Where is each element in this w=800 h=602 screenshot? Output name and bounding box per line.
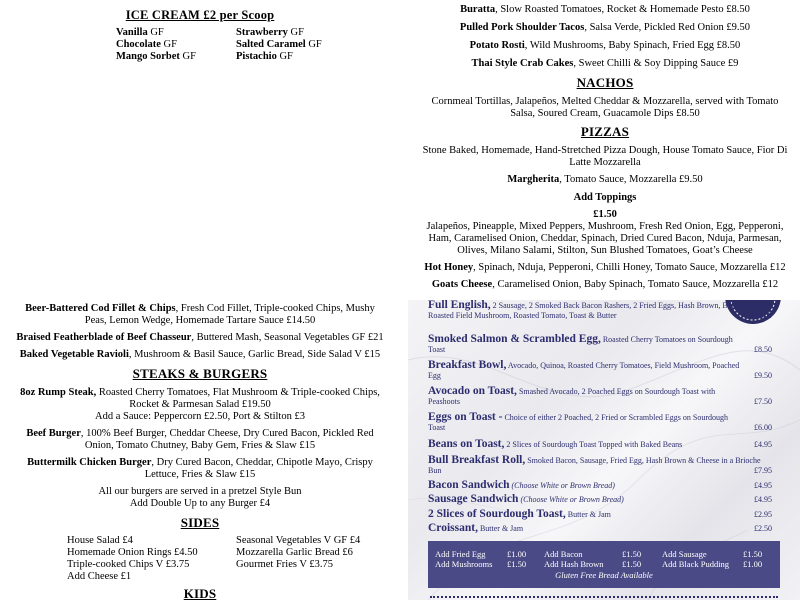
starter-item: Thai Style Crab Cakes, Sweet Chilli & Soy Dipping Sauce £9 (471, 58, 739, 69)
starter-item: Pulled Pork Shoulder Tacos, Salsa Verde, Pickled Red Onion £9.50 (459, 22, 751, 33)
breakfast-item: Croissant, Butter & Jam £2.50 (428, 522, 772, 534)
pizzas-title: PIZZAS (580, 124, 630, 139)
mains-section (0, 300, 400, 600)
steaks-burgers-title: STEAKS & BURGERS (132, 366, 268, 381)
goats-cheese-item: Goats Cheese, Caramelised Onion, Baby Spinach, Tomato Sauce, Mozzarella £12 (431, 279, 779, 290)
breakfast-item: Breakfast Bowl, Avocado, Quinoa, Roasted Cherry Tomatoes, Field Mushroom, Poached Egg £9.50 (428, 359, 772, 380)
flavour-item: Vanilla GF (116, 27, 164, 38)
main-item: Beer-Battered Cod Fillet & Chips, Fresh Cod Fillet, Triple-cooked Chips, Mushy Peas, Lemon Wedge, Homemade Tartare Sauce £14.50 (25, 303, 375, 326)
side-item: Homemade Onion Rings £4.50 (67, 547, 198, 558)
breakfast-item: Eggs on Toast - Choice of either 2 Poached, 2 Fried or Scrambled Eggs on Sourdough Toast £6.00 (428, 411, 772, 432)
sides-left-list (67, 535, 198, 583)
breakfast-extras-box (428, 541, 780, 588)
breakfast-item: Bull Breakfast Roll, Smoked Bacon, Sausage, Fried Egg, Hash Brown & Cheese in a Brioche Bun £7.95 (428, 454, 772, 475)
burger-note: All our burgers are served in a pretzel Style Bun (98, 486, 302, 497)
side-item: Gourmet Fries V £3.75 (236, 559, 334, 570)
extra-price: £1.50 (622, 549, 642, 559)
flavour-item: Strawberry GF (236, 27, 304, 38)
breakfast-item: Sausage Sandwich (Choose White or Brown Bread) £4.95 (428, 493, 772, 505)
breakfast-item: Beans on Toast, 2 Slices of Sourdough Toast Topped with Baked Beans £4.95 (428, 438, 772, 450)
extra-label: Add Sausage (662, 549, 707, 559)
breakfast-panel (408, 300, 800, 600)
extra-label: Add Fried Egg (435, 549, 486, 559)
ice-cream-right-list (236, 27, 322, 63)
extra-price: £1.50 (507, 559, 527, 569)
ice-cream-title: ICE CREAM £2 per Scoop (125, 8, 275, 22)
breakfast-item: 2 Slices of Sourdough Toast, Butter & Jam £2.95 (428, 508, 772, 520)
nachos-desc: Cornmeal Tortillas, Jalapeños, Melted Cheddar & Mozzarella, served with Tomato Salsa, Soured Cream, Guacamole Dips £8.50 (431, 96, 779, 119)
starter-item: Potato Rosti, Wild Mushrooms, Baby Spinach, Fried Egg £8.50 (469, 40, 741, 51)
side-item: Seasonal Vegetables V GF £4 (236, 535, 361, 546)
extra-price: £1.50 (622, 559, 642, 569)
kids-title: KIDS (183, 586, 217, 601)
gluten-free-note: Gluten Free Bread Available (555, 570, 653, 580)
breakfast-item: Full English, 2 Sausage, 2 Smoked Back Bacon Rashers, 2 Fried Eggs, Hash Brown, Baked Beans, Roasted Field Mushroom, Roasted Tomato, Toast & Butter £11.00 (428, 300, 772, 320)
breakfast-item: Avocado on Toast, Smashed Avocado, 2 Poached Eggs on Sourdough Toast with Peashoots £7.50 (428, 385, 772, 406)
sides-title: SIDES (180, 515, 220, 530)
add-toppings-label: Add Toppings (573, 192, 637, 203)
extra-price: £1.50 (743, 549, 763, 559)
pizzas-desc: Stone Baked, Homemade, Hand-Stretched Pizza Dough, House Tomato Sauce, Fior Di Latte Mozzarella (422, 145, 788, 168)
pizza-section (410, 0, 800, 300)
burger-note: Add Double Up to any Burger £4 (129, 498, 271, 509)
extra-label: Add Mushrooms (435, 559, 493, 569)
side-item: Add Cheese £1 (67, 571, 132, 582)
flavour-item: Mango Sorbet GF (116, 51, 196, 62)
main-item: Baked Vegetable Ravioli, Mushroom & Basil Sauce, Garlic Bread, Side Salad V £15 (19, 349, 381, 360)
extra-price: £1.00 (743, 559, 763, 569)
starter-item: Buratta, Slow Roasted Tomatoes, Rocket & Homemade Pesto £8.50 (460, 4, 750, 15)
extra-price: £1.00 (507, 549, 527, 559)
beef-burger-item: Beef Burger, 100% Beef Burger, Cheddar Cheese, Dry Cured Bacon, Pickled Red Onion, Tomato Chutney, Baby Gem, Fries & Slaw £15 (26, 428, 374, 451)
toppings-price: £1.50 (593, 209, 617, 220)
side-item: House Salad £4 (67, 535, 133, 546)
flavour-item: Chocolate GF (116, 39, 177, 50)
main-item: Braised Featherblade of Beef Chasseur, Buttered Mash, Seasonal Vegetables GF £21 (16, 332, 384, 343)
breakfast-item: Bacon Sandwich (Choose White or Brown Bread) £4.95 (428, 479, 772, 491)
ice-cream-section (0, 0, 400, 300)
ice-cream-left-list (116, 27, 196, 63)
extra-label: Add Black Pudding (662, 559, 730, 569)
rump-steak-item: 8oz Rump Steak, Roasted Cherry Tomatoes, Flat Mushroom & Triple-cooked Chips, Rocket & Parmesan Salad £19.50 (20, 387, 380, 410)
side-item: Mozzarella Garlic Bread £6 (236, 547, 353, 558)
rump-steak-sauces: Add a Sauce: Peppercorn £2.50, Port & Stilton £3 (95, 411, 305, 422)
nachos-title: NACHOS (576, 75, 634, 90)
hot-honey-item: Hot Honey, Spinach, Nduja, Pepperoni, Chilli Honey, Tomato Sauce, Mozzarella £12 (424, 262, 786, 273)
extra-label: Add Bacon (544, 549, 583, 559)
sides-right-list (236, 535, 360, 571)
margherita-item: Margherita, Tomato Sauce, Mozzarella £9.50 (507, 174, 703, 185)
extra-label: Add Hash Brown (544, 559, 604, 569)
breakfast-item: Smoked Salmon & Scrambled Egg, Roasted Cherry Tomatoes on Sourdough Toast £8.50 (428, 333, 772, 354)
dotted-border (430, 596, 778, 598)
side-item: Triple-cooked Chips V £3.75 (67, 559, 190, 570)
chicken-burger-item: Buttermilk Chicken Burger, Dry Cured Bacon, Cheddar, Chipotle Mayo, Crispy Lettuce, Fries & Slaw £15 (27, 457, 373, 480)
flavour-item: Salted Caramel GF (236, 39, 322, 50)
flavour-item: Pistachio GF (236, 51, 293, 62)
toppings-list: Jalapeños, Pineapple, Mixed Peppers, Mushroom, Fresh Red Onion, Egg, Pepperoni, Ham, Caramelised Onion, Cheddar, Spinach, Dried Cured Bacon, Nduja, Parmesan, Olives, Milano Salami, Stilton, Sun Blushed Tomatoes, Goat’s Cheese (426, 221, 784, 256)
